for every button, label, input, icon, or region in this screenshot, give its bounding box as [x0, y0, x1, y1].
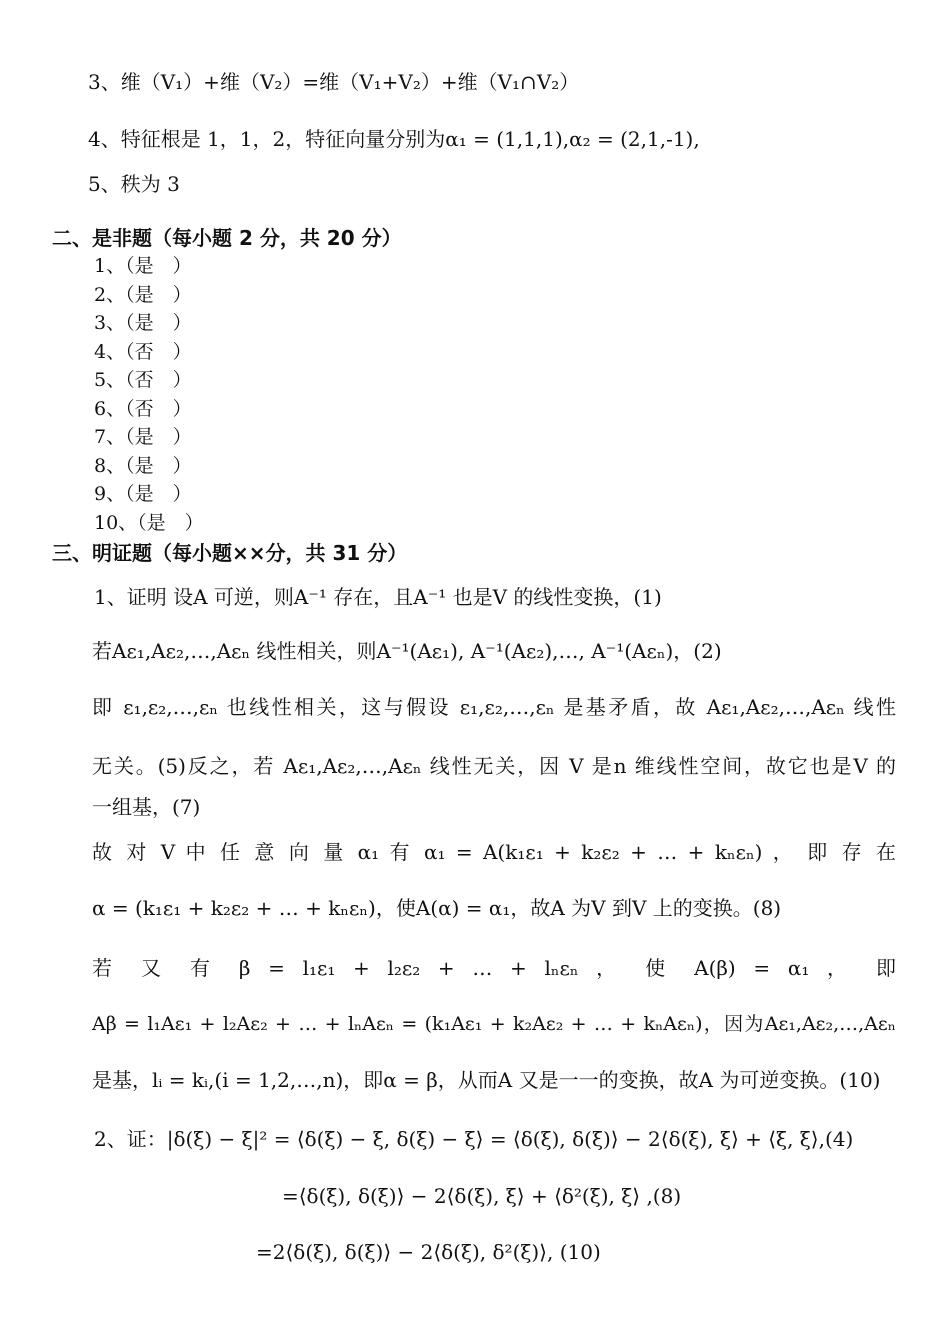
proof2-line: =⟨δ(ξ), δ(ξ)⟩ − 2⟨δ(ξ), ξ⟩ + ⟨δ²(ξ), ξ⟩ ,(8) — [282, 1184, 682, 1208]
proof1-line: 一组基，(7) — [92, 795, 201, 819]
proof1-line: 若 又 有 β = l₁ε₁ + l₂ε₂ + … + lₙεₙ ， 使 A(β) = α₁ ， 即 — [92, 956, 896, 980]
tf-item-8: 8、（是 ） — [94, 455, 192, 477]
fill-answer-4: 4、特征根是 1，1，2，特征向量分别为α₁ = (1,1,1),α₂ = (2,1,-1), — [88, 127, 700, 151]
proof1-line: 无关。(5)反之，若 Aε₁,Aε₂,…,Aεₙ 线性无关，因 V 是n 维线性空间，故它也是V 的 — [92, 754, 896, 778]
proof1-line: 故 对 V 中 任 意 向 量 α₁ 有 α₁ = A(k₁ε₁ + k₂ε₂ + … + kₙεₙ) ， 即 存 在 — [92, 840, 896, 864]
proof1-line: Aβ = l₁Aε₁ + l₂Aε₂ + … + lₙAεₙ = (k₁Aε₁ + k₂Aε₂ + … + kₙAεₙ)，因为Aε₁,Aε₂,…,Aεₙ — [92, 1013, 896, 1035]
proof1-line: 是基，lᵢ = kᵢ,(i = 1,2,…,n)，即α = β，从而A 又是一一的变换，故A 为可逆变换。(10) — [92, 1068, 881, 1092]
tf-item-1: 1、（是 ） — [94, 255, 192, 277]
tf-item-3: 3、（是 ） — [94, 312, 192, 334]
fill-answer-5: 5、秩为 3 — [88, 172, 180, 196]
proof1-line: 1、证明 设A 可逆，则A⁻¹ 存在，且A⁻¹ 也是V 的线性变换，(1) — [94, 585, 662, 609]
tf-item-10: 10、（是 ） — [94, 512, 204, 534]
section-heading-proofs: 三、明证题（每小题××分，共 31 分） — [52, 541, 408, 565]
tf-item-9: 9、（是 ） — [94, 483, 192, 505]
tf-item-6: 6、（否 ） — [94, 398, 192, 420]
fill-answer-3: 3、维（V₁）+维（V₂）=维（V₁+V₂）+维（V₁∩V₂） — [88, 70, 580, 94]
section-heading-true-false: 二、是非题（每小题 2 分，共 20 分） — [52, 226, 402, 250]
tf-item-7: 7、（是 ） — [94, 426, 192, 448]
proof1-line: α = (k₁ε₁ + k₂ε₂ + … + kₙεₙ)，使A(α) = α₁，故A 为V 到V 上的变换。(8) — [92, 896, 782, 920]
proof2-line: =2⟨δ(ξ), δ(ξ)⟩ − 2⟨δ(ξ), δ²(ξ)⟩, (10) — [256, 1240, 601, 1264]
proof1-line: 若Aε₁,Aε₂,…,Aεₙ 线性相关，则A⁻¹(Aε₁), A⁻¹(Aε₂),…, A⁻¹(Aεₙ)，(2) — [92, 639, 722, 663]
proof1-line: 即 ε₁,ε₂,…,εₙ 也线性相关，这与假设 ε₁,ε₂,…,εₙ 是基矛盾，故 Aε₁,Aε₂,…,Aεₙ 线性 — [92, 695, 896, 719]
tf-item-4: 4、（否 ） — [94, 341, 192, 363]
proof2-line: 2、证：|δ(ξ) − ξ|² = ⟨δ(ξ) − ξ, δ(ξ) − ξ⟩ = ⟨δ(ξ), δ(ξ)⟩ − 2⟨δ(ξ), ξ⟩ + ⟨ξ, ξ⟩,(4) — [94, 1127, 854, 1151]
tf-item-2: 2、（是 ） — [94, 284, 192, 306]
tf-item-5: 5、（否 ） — [94, 369, 192, 391]
